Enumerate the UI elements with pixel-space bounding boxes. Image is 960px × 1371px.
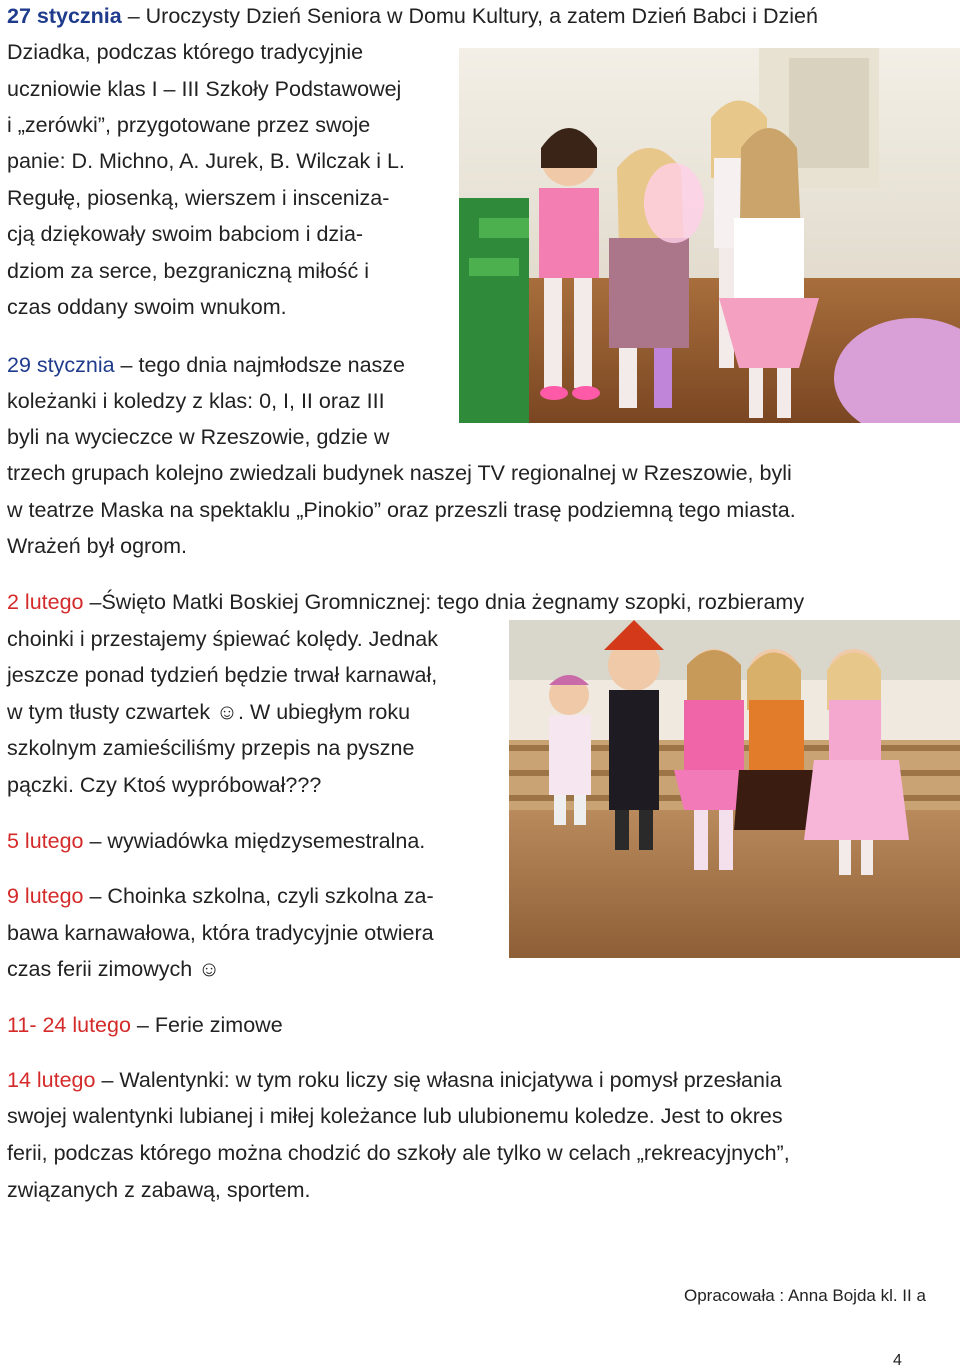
p2-line-4: trzech grupach kolejno zwiedzali budynek naszej TV regionalnej w Rzeszowie, byli bbox=[7, 461, 792, 485]
p7-line-2: swojej walentynki lubianej i miłej koleżance lub ulubionemu koledze. Jest to okres bbox=[7, 1104, 783, 1128]
p1-line-7: cją dziękowały swoim babciom i dzia- bbox=[7, 222, 364, 246]
p1-line-1: 27 stycznia – Uroczysty Dzień Seniora w Domu Kultury, a zatem Dzień Babci i Dzień bbox=[7, 4, 818, 28]
p3-line-4: w tym tłusty czwartek ☺. W ubiegłym roku bbox=[7, 700, 411, 724]
p5-line-2: bawa karnawałowa, która tradycyjnie otwiera bbox=[7, 921, 434, 945]
p2-line-5: w teatrze Maska na spektaklu „Pinokio” oraz przeszli trasę podziemną tego miasta. bbox=[7, 498, 796, 522]
p5-line-1: 9 lutego – Choinka szkolna, czyli szkolna za- bbox=[7, 884, 434, 908]
p1-line-2: Dziadka, podczas którego tradycyjnie bbox=[7, 40, 364, 64]
p2-line-3: byli na wycieczce w Rzeszowie, gdzie w bbox=[7, 425, 390, 449]
p3-line-5: szkolnym zamieściliśmy przepis na pyszne bbox=[7, 736, 415, 760]
p7-line-3: ferii, podczas którego można chodzić do szkoły ale tylko w celach „rekreacyjnych”, bbox=[7, 1141, 790, 1165]
p7-date: 14 lutego bbox=[7, 1068, 96, 1092]
p5-line-3: czas ferii zimowych ☺ bbox=[7, 957, 221, 981]
p3-line-3: jeszcze ponad tydzień będzie trwał karnawał, bbox=[7, 663, 438, 687]
p7-line-4: związanych z zabawą, sportem. bbox=[7, 1178, 311, 1202]
p2-line-2: koleżanki i koledzy z klas: 0, I, II oraz III bbox=[7, 389, 385, 413]
p3-line-6: pączki. Czy Ktoś wypróbował??? bbox=[7, 773, 322, 797]
author-credit: Opracowała : Anna Bojda kl. II a bbox=[684, 1286, 926, 1305]
photo-carnival-ball bbox=[509, 620, 960, 958]
p3-line-1: 2 lutego –Święto Matki Boskiej Gromnicznej: tego dnia żegnamy szopki, rozbieramy bbox=[7, 590, 805, 614]
p7-line-1: 14 lutego – Walentynki: w tym roku liczy się własna inicjatywa i pomysł przesłania bbox=[7, 1068, 782, 1092]
photo-grandparents-day bbox=[459, 48, 960, 423]
p1-line-4: i „zerówki”, przygotowane przez swoje bbox=[7, 113, 371, 137]
page-number: 4 bbox=[893, 1352, 902, 1369]
photo-grandparents-day-image bbox=[459, 48, 960, 423]
p3-line-2: choinki i przestajemy śpiewać kolędy. Jednak bbox=[7, 627, 438, 651]
p4-line-1: 5 lutego – wywiadówka międzysemestralna. bbox=[7, 829, 426, 853]
p1-line-3: uczniowie klas I – III Szkoły Podstawowej bbox=[7, 77, 402, 101]
p2-line-1: 29 stycznia – tego dnia najmłodsze nasze bbox=[7, 353, 406, 377]
photo-carnival-ball-image bbox=[509, 620, 960, 958]
p3-date: 2 lutego bbox=[7, 590, 84, 614]
p1-line-6: Regułę, piosenką, wierszem i insceniza- bbox=[7, 186, 390, 210]
p6-line-1: 11- 24 lutego – Ferie zimowe bbox=[7, 1013, 283, 1037]
p5-date: 9 lutego bbox=[7, 884, 84, 908]
p6-date: 11- 24 lutego bbox=[7, 1013, 131, 1037]
p1-line-8: dziom za serce, bezgraniczną miłość i bbox=[7, 259, 370, 283]
p4-date: 5 lutego bbox=[7, 829, 84, 853]
p1-date: 27 stycznia bbox=[7, 4, 122, 28]
p1-line-9: czas oddany swoim wnukom. bbox=[7, 295, 287, 319]
p2-line-6: Wrażeń był ogrom. bbox=[7, 534, 188, 558]
p2-date: 29 stycznia bbox=[7, 353, 115, 377]
p1-line-5: panie: D. Michno, A. Jurek, B. Wilczak i L. bbox=[7, 149, 405, 173]
